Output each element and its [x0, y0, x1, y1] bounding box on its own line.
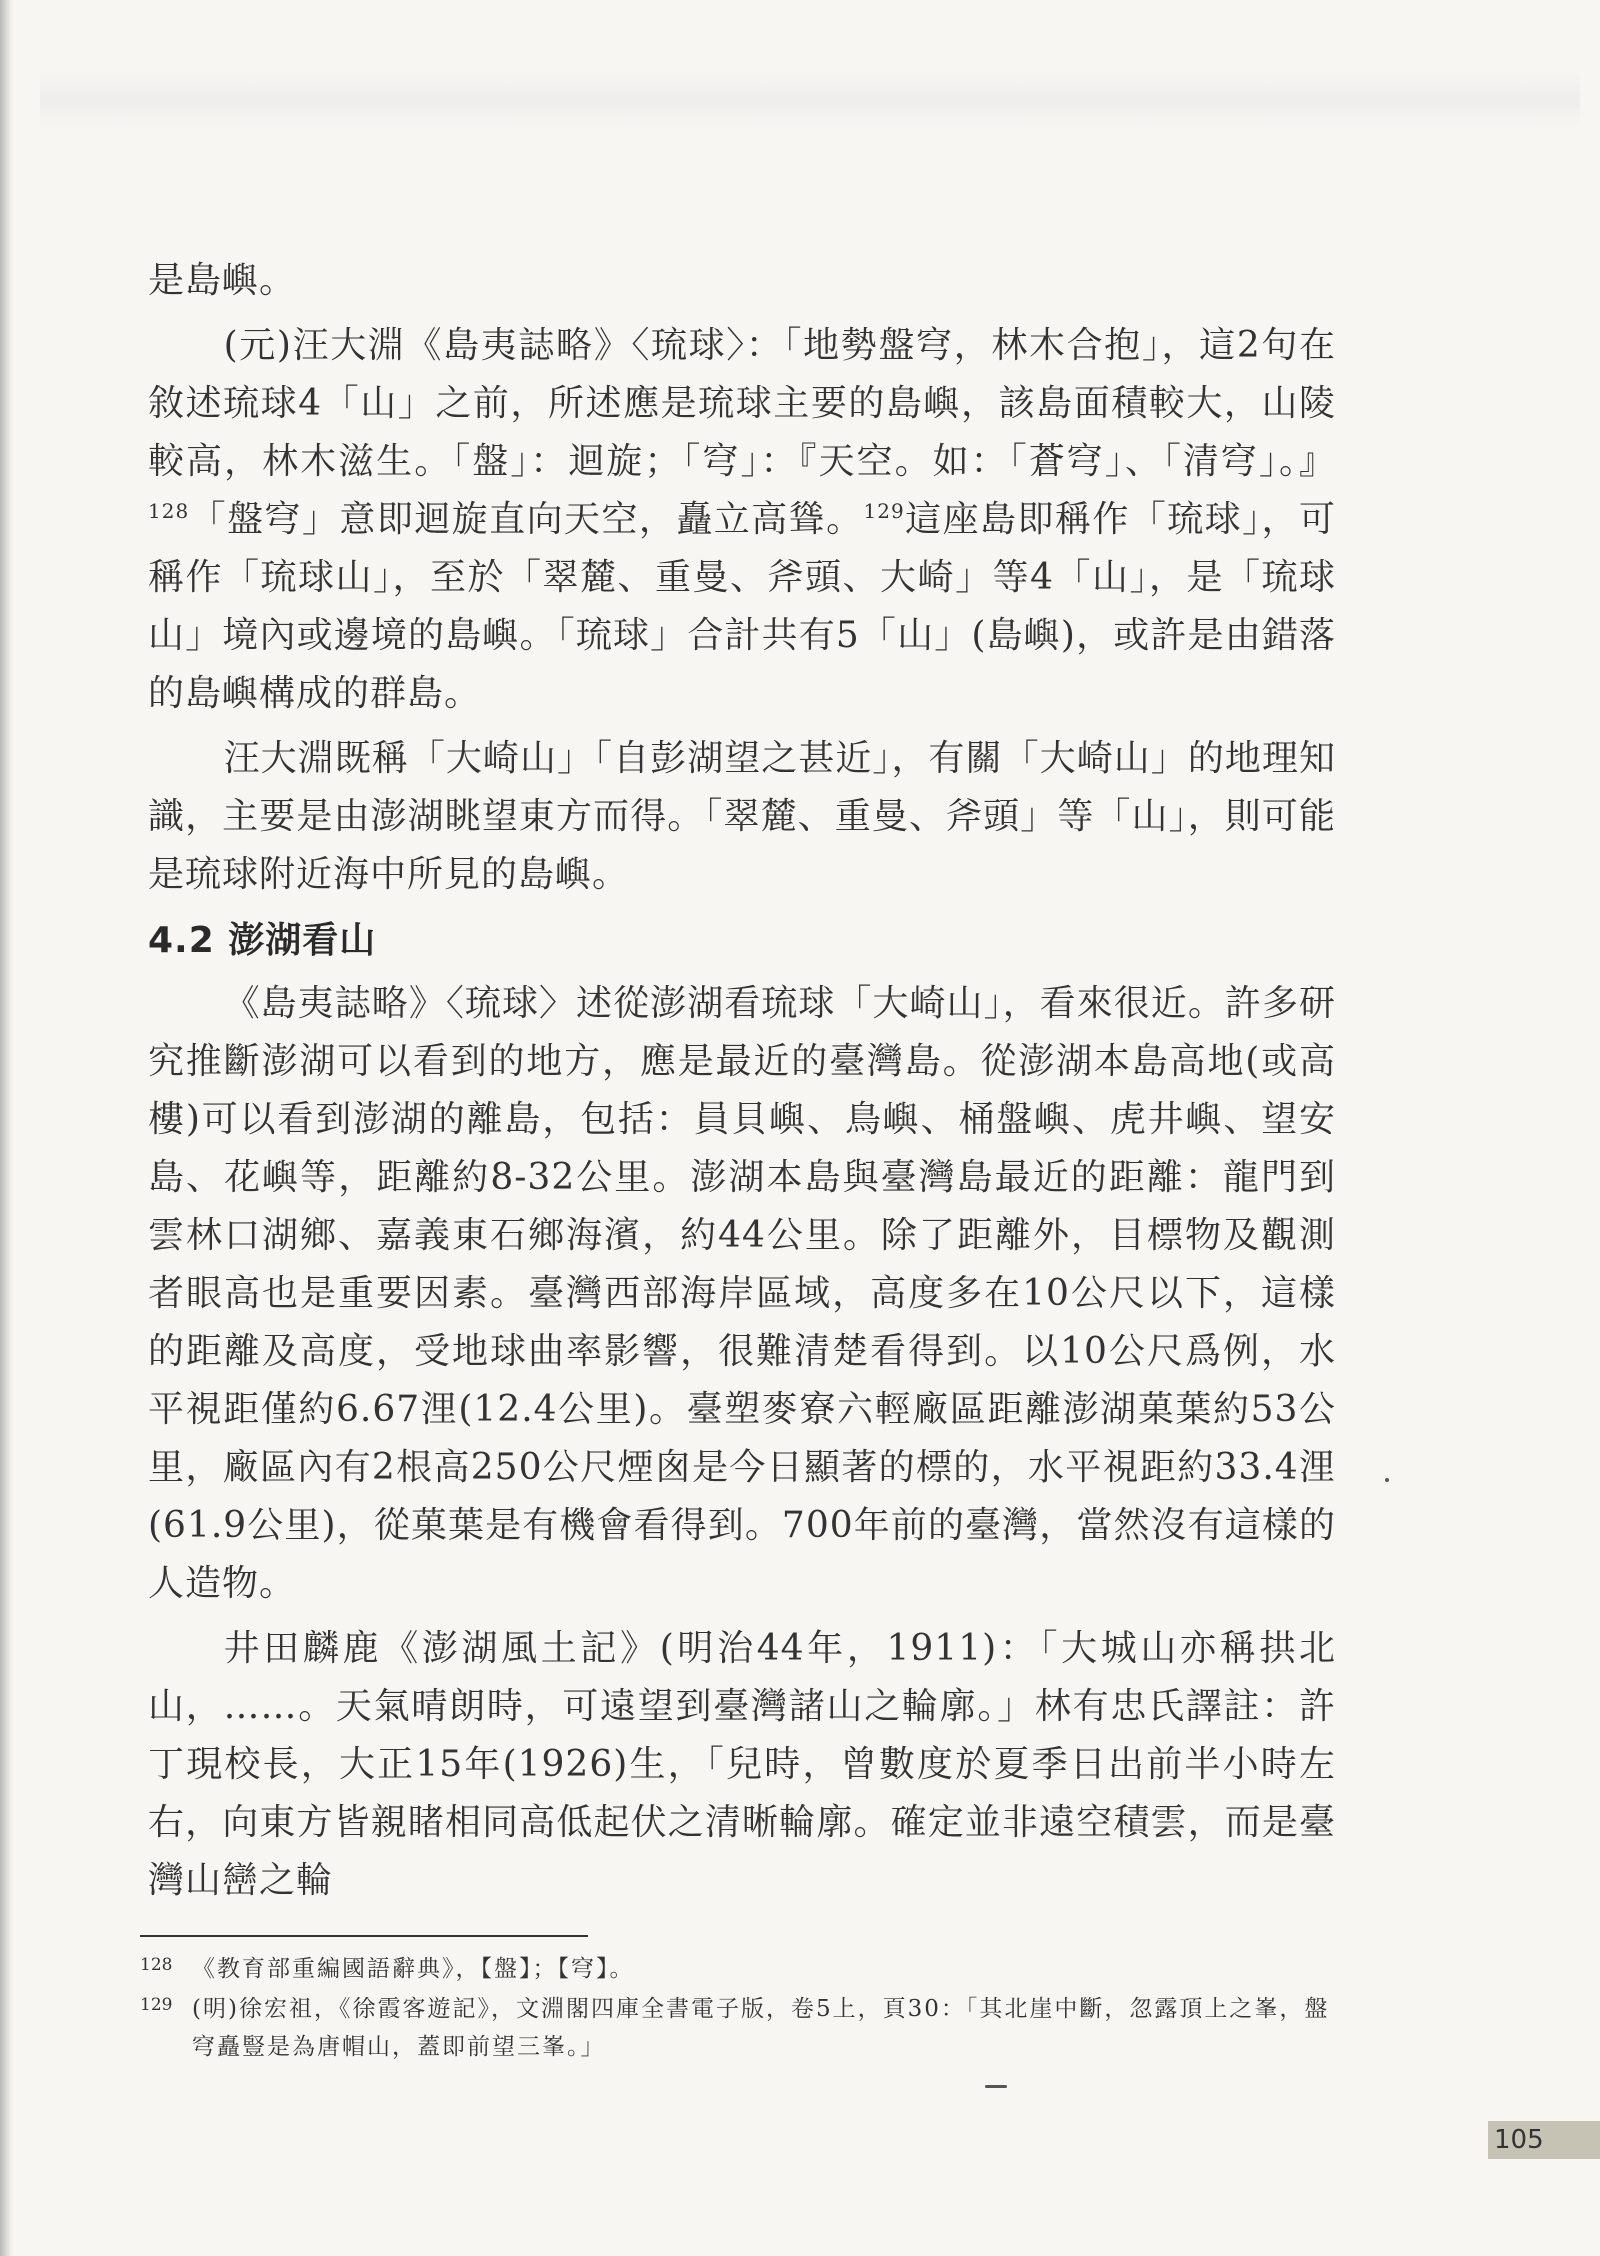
footnote-divider — [140, 1935, 588, 1937]
paragraph-2-text-b: 「盤穹」意即迴旋直向天空，矗立高聳。 — [189, 499, 864, 540]
paragraph-2 — [148, 317, 1336, 723]
paragraph-5: 井田麟鹿《澎湖風土記》(明治44年，1911)：「大城山亦稱拱北山，……。天氣晴朗時，可遠望到臺灣諸山之輪廓。」林有忠氏譯註：許丁現校長，大正15年(1926)生，「兒時，曾數度於夏季日出前半小時左右，向東方皆親睹相同高低起伏之清晰輪廓。確定並非遠空積雲，而是臺灣山巒之輪 — [148, 1628, 1336, 1901]
paragraph-4: 《島夷誌略》〈琉球〉述從澎湖看琉球「大崎山」，看來很近。許多研究推斷澎湖可以看到的地方，應是最近的臺灣島。從澎湖本島高地(或高樓)可以看到澎湖的離島，包括：員貝嶼、鳥嶼、桶盤嶼、虎井嶼、望安島、花嶼等，距離約8-32公里。澎湖本島與臺灣島最近的距離：龍門到雲林口湖鄉、嘉義東石鄉海濱，約44公里。除了距離外，目標物及觀測者眼高也是重要因素。臺灣西部海岸區域，高度多在10公尺以下，這樣的距離及高度，受地球曲率影響，很難清楚看得到。以10公尺爲例，水平視距僅約6.67浬(12.4公里)。臺塑麥寮六輕廠區距離澎湖菓葉約53公里，廠區內有2根高250公尺煙囪是今日顯著的標的，水平視距約33.4浬(61.9公里)，從菓葉是有機會看得到。700年前的臺灣，當然沒有這樣的人造物。 — [148, 983, 1336, 1604]
page-number: 105 — [1488, 2121, 1600, 2159]
scan-speck — [985, 2085, 1007, 2088]
body-text — [148, 252, 1336, 1917]
footnote-number: 129 — [140, 1995, 173, 2015]
footnote-ref-128[interactable]: 128 — [148, 499, 190, 523]
paragraph-3: 汪大淵既稱「大崎山」「自彭湖望之甚近」，有關「大崎山」的地理知識，主要是由澎湖眺望東方而得。「翠麓、重曼、斧頭」等「山」，則可能是琉球附近海中所見的島嶼。 — [148, 738, 1336, 895]
footnote-ref-129[interactable]: 129 — [863, 499, 905, 523]
paragraph-1: 是島嶼。 — [148, 260, 297, 301]
footnote-text: 《教育部重編國語辭典》，【盤】；【穹】。 — [192, 1956, 635, 1982]
binding-shadow — [0, 0, 14, 2256]
footnote — [140, 1990, 1340, 2066]
scan-band — [40, 70, 1580, 130]
paragraph-2-text-c: 這座島即稱作「琉球」，可稱作「琉球山」，至於「翠麓、重曼、斧頭、大崎」等4「山」，是「琉球山」境內或邊境的島嶼。「琉球」合計共有5「山」(島嶼)，或許是由錯落的島嶼構成的群島。 — [148, 499, 1336, 714]
footnote-text: (明)徐宏祖，《徐霞客遊記》，文淵閣四庫全書電子版，卷5上，頁30：「其北崖中斷，忽露頂上之峯，盤穹矗豎是為唐帽山，蓋即前望三峯。」 — [192, 1996, 1330, 2060]
footnote-number: 128 — [140, 1955, 173, 1975]
paragraph-2-text: (元)汪大淵《島夷誌略》〈琉球〉：「地勢盤穹，林木合抱」，這2句在敘述琉球4「山」之前，所述應是琉球主要的島嶼，該島面積較大，山陵較高，林木滋生。「盤」：迴旋；「穹」：『天空。如：「蒼穹」、「清穹」。』 — [148, 325, 1336, 482]
section-heading: 4.2 澎湖看山 — [148, 920, 377, 961]
footnote — [140, 1950, 1340, 1988]
scan-speck — [1385, 1478, 1389, 1482]
footnotes — [140, 1950, 1340, 2068]
